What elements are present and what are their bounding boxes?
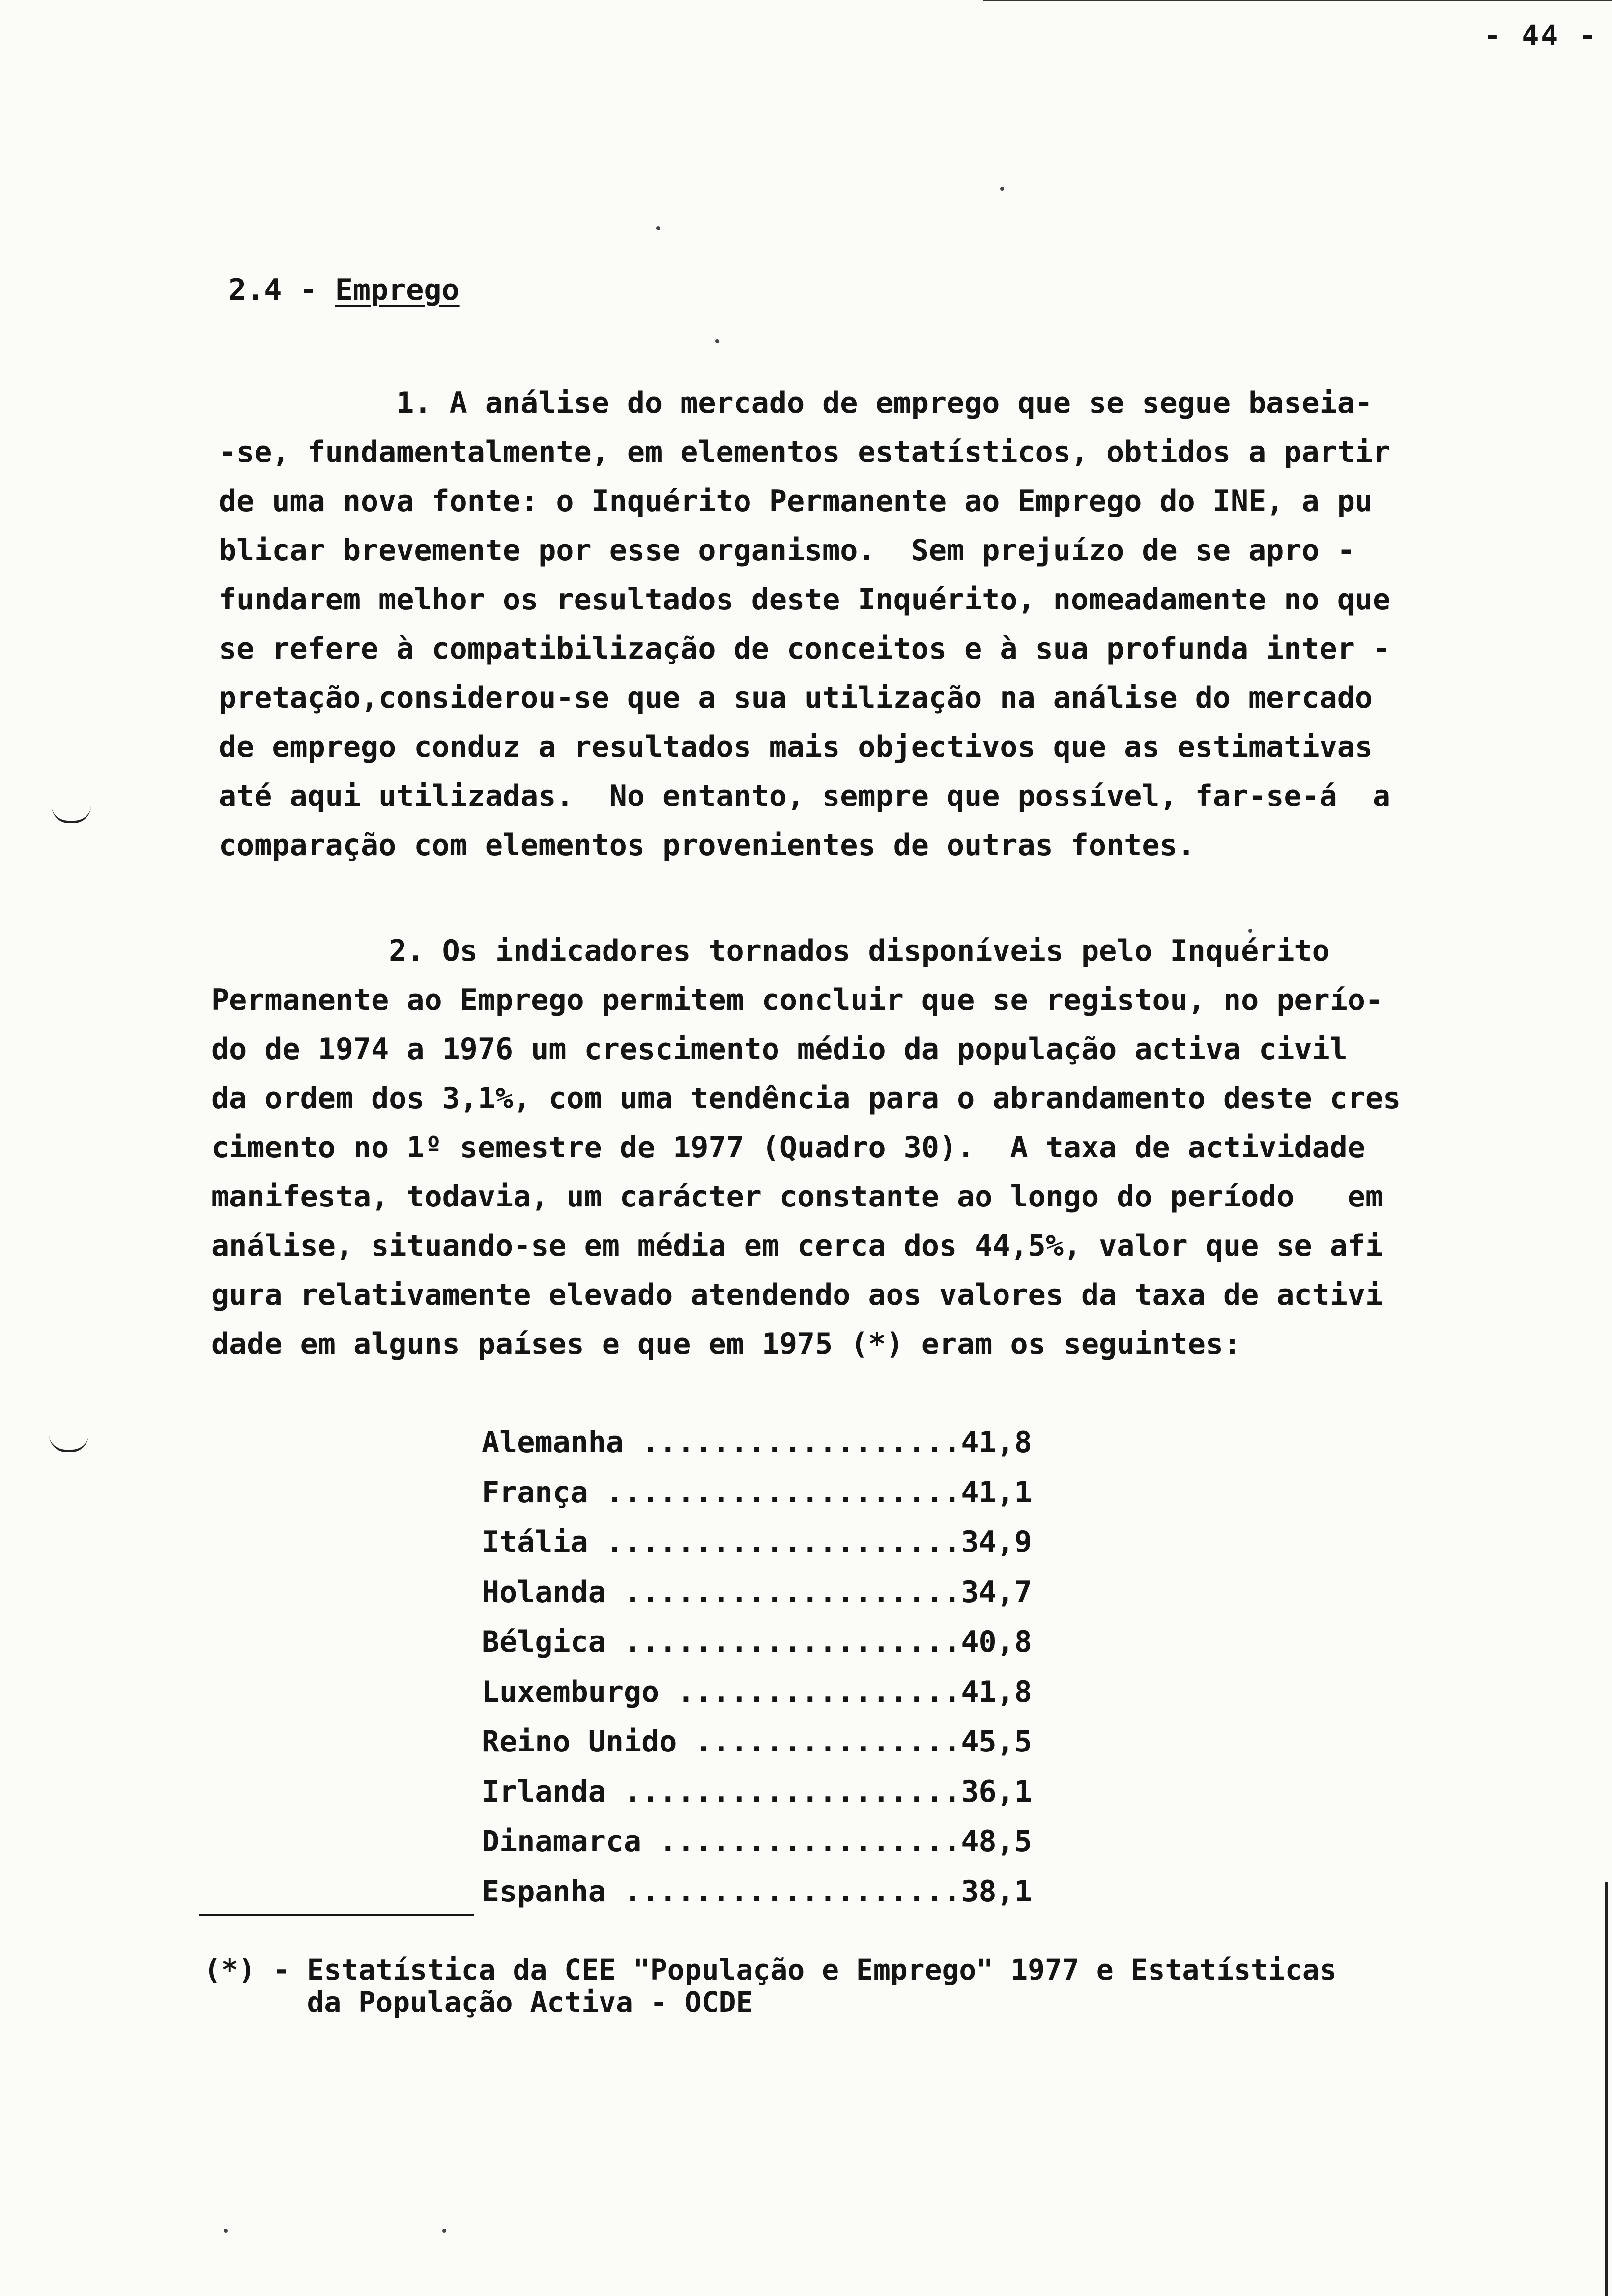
activity-rate-value: 45,5 bbox=[961, 1724, 1032, 1759]
activity-rate-value: 41,8 bbox=[961, 1425, 1032, 1460]
page-number: - 44 - bbox=[1483, 19, 1598, 52]
list-item bbox=[482, 1817, 1032, 1867]
margin-mark bbox=[52, 806, 91, 823]
country-name: Holanda ................... bbox=[482, 1575, 961, 1609]
country-name: Dinamarca ................. bbox=[482, 1824, 961, 1859]
footnote-line: (*) - Estatística da CEE "População e Emprego" 1977 e Estatísticas bbox=[204, 1953, 1337, 1986]
paragraph-line: dade em alguns países e que em 1975 (*) eram os seguintes: bbox=[211, 1327, 1241, 1361]
country-name: Alemanha .................. bbox=[482, 1425, 961, 1460]
scan-speck bbox=[224, 2229, 228, 2233]
paragraph-line: gura relativamente elevado atendendo aos valores da taxa de activi bbox=[211, 1278, 1383, 1312]
top-edge-rule bbox=[983, 0, 1612, 1]
paragraph-1 bbox=[219, 378, 1390, 870]
paragraph-line: até aqui utilizadas. No entanto, sempre que possível, far-se-á a bbox=[219, 779, 1391, 813]
country-name: Espanha ................... bbox=[482, 1874, 961, 1909]
paragraph-line: análise, situando-se em média em cerca dos 44,5%, valor que se afi bbox=[211, 1229, 1383, 1263]
list-item bbox=[482, 1468, 1032, 1518]
list-item bbox=[482, 1418, 1032, 1468]
paragraph-line: 2. Os indicadores tornados disponíveis pelo Inquérito bbox=[211, 934, 1330, 968]
country-name: Bélgica ................... bbox=[482, 1625, 961, 1659]
paragraph-line: de emprego conduz a resultados mais objectivos que as estimativas bbox=[219, 730, 1373, 764]
section-number: 2.4 - bbox=[229, 273, 335, 307]
activity-rate-value: 34,7 bbox=[961, 1575, 1032, 1609]
paragraph-line: pretação,considerou-se que a sua utilização na análise do mercado bbox=[219, 681, 1373, 715]
paragraph-line: da ordem dos 3,1%, com uma tendência para o abrandamento deste cres bbox=[211, 1081, 1401, 1116]
scan-speck bbox=[715, 339, 719, 343]
page-edge-line bbox=[1605, 1882, 1608, 2296]
footnote-line: da População Activa - OCDE bbox=[204, 1985, 753, 2019]
paragraph-2 bbox=[211, 926, 1401, 1369]
activity-rate-value: 38,1 bbox=[961, 1874, 1032, 1909]
activity-rate-value: 40,8 bbox=[961, 1625, 1032, 1659]
list-item bbox=[482, 1767, 1032, 1817]
paragraph-line: manifesta, todavia, um carácter constante ao longo do período em bbox=[211, 1179, 1383, 1214]
scan-speck bbox=[1000, 187, 1004, 191]
list-item bbox=[482, 1717, 1032, 1767]
country-name: Irlanda ................... bbox=[482, 1774, 961, 1809]
section-title: Emprego bbox=[335, 273, 460, 307]
paragraph-line: cimento no 1º semestre de 1977 (Quadro 30). A taxa de actividade bbox=[211, 1130, 1365, 1165]
activity-rate-value: 41,1 bbox=[961, 1475, 1032, 1510]
activity-rate-value: 48,5 bbox=[961, 1824, 1032, 1859]
scan-speck bbox=[656, 226, 660, 230]
activity-rate-list bbox=[482, 1418, 1032, 1917]
paragraph-line: 1. A análise do mercado de emprego que se segue baseia- bbox=[219, 386, 1373, 420]
country-name: França .................... bbox=[482, 1475, 961, 1510]
scan-speck bbox=[442, 2229, 446, 2233]
paragraph-line: se refere à compatibilização de conceitos e à sua profunda inter - bbox=[219, 631, 1391, 666]
list-item bbox=[482, 1568, 1032, 1618]
section-heading bbox=[229, 273, 460, 307]
paragraph-line: blicar brevemente por esse organismo. Sem prejuízo de se apro - bbox=[219, 533, 1355, 568]
paragraph-line: -se, fundamentalmente, em elementos estatísticos, obtidos a partir bbox=[219, 435, 1391, 469]
list-item bbox=[482, 1518, 1032, 1568]
list-item bbox=[482, 1617, 1032, 1667]
country-name: Luxemburgo ................ bbox=[482, 1674, 961, 1709]
list-item bbox=[482, 1867, 1032, 1917]
paragraph-line: fundarem melhor os resultados deste Inquérito, nomeadamente no que bbox=[219, 582, 1391, 617]
paragraph-line: comparação com elementos provenientes de outras fontes. bbox=[219, 828, 1195, 862]
activity-rate-value: 41,8 bbox=[961, 1674, 1032, 1709]
paragraph-line: do de 1974 a 1976 um crescimento médio da população activa civil bbox=[211, 1032, 1348, 1066]
footnote bbox=[204, 1953, 1337, 2018]
footnote-divider bbox=[199, 1914, 474, 1916]
country-name: Reino Unido ............... bbox=[482, 1724, 961, 1759]
list-item bbox=[482, 1667, 1032, 1718]
country-name: Itália .................... bbox=[482, 1525, 961, 1559]
scan-speck bbox=[1248, 929, 1252, 933]
paragraph-line: de uma nova fonte: o Inquérito Permanente ao Emprego do INE, a pu bbox=[219, 484, 1373, 518]
activity-rate-value: 36,1 bbox=[961, 1774, 1032, 1809]
activity-rate-value: 34,9 bbox=[961, 1525, 1032, 1559]
margin-mark bbox=[49, 1435, 88, 1452]
paragraph-line: Permanente ao Emprego permitem concluir que se registou, no perío- bbox=[211, 983, 1383, 1017]
